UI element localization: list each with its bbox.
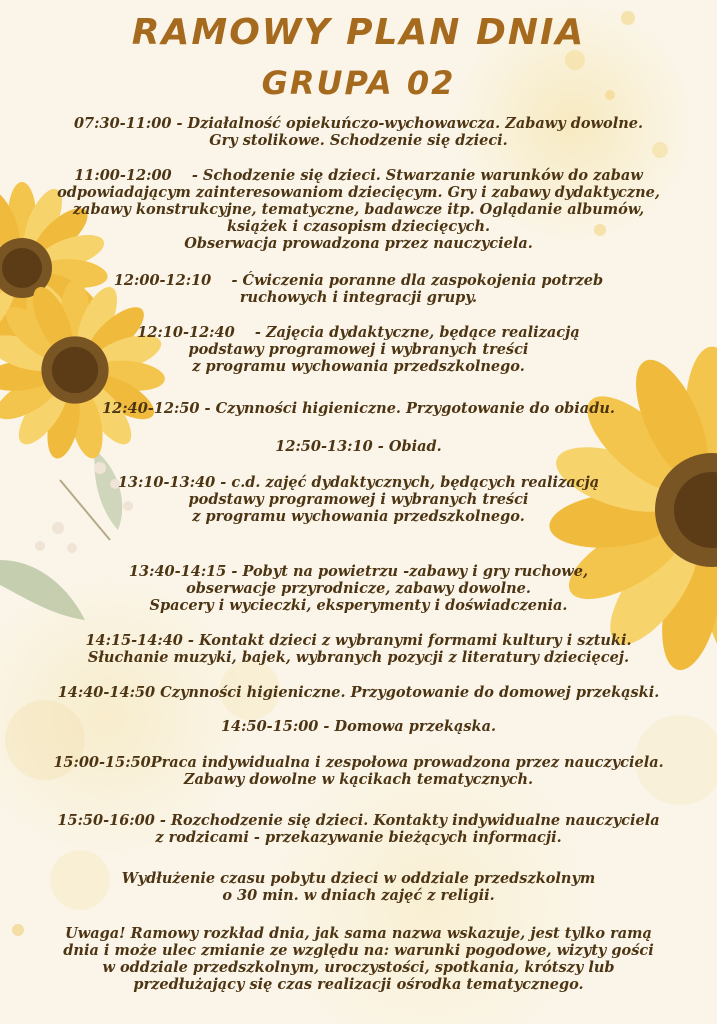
schedule-line: Uwaga! Ramowy rozkład dnia, jak sama nazwa wskazuje, jest tylko ramą: [65, 925, 652, 942]
schedule-line: 13:10-13:40 - c.d. zajęć dydaktycznych, będących realizacją: [117, 474, 600, 491]
schedule-block: [0, 474, 717, 525]
schedule-line: dnia i może ulec zmianie ze względu na: warunki pogodowe, wizyty gości: [63, 942, 654, 959]
schedule-block: [0, 812, 717, 846]
page-subtitle: GRUPA 02: [261, 64, 456, 102]
schedule-line: z programu wychowania przedszkolnego.: [192, 358, 525, 375]
schedule-line: z programu wychowania przedszkolnego.: [192, 508, 525, 525]
schedule-line: podstawy programowej i wybranych treści: [188, 341, 529, 358]
schedule-line: książek i czasopism dziecięcych.: [226, 218, 491, 235]
schedule-line: 14:50-15:00 - Domowa przekąska.: [220, 718, 497, 735]
schedule-block: [0, 632, 717, 666]
schedule-block: [0, 324, 717, 375]
schedule-line: 13:40-14:15 - Pobyt na powietrzu -zabawy i gry ruchowe,: [128, 563, 589, 580]
schedule-line: 15:50-16:00 - Rozchodzenie się dzieci. Kontakty indywidualne nauczyciela: [57, 812, 660, 829]
schedule-line: przedłużający się czas realizacji ośrodka tematycznego.: [133, 976, 584, 993]
schedule-block: [0, 272, 717, 306]
schedule-line: 12:10-12:40 - Zajęcia dydaktyczne, będące realizacją: [137, 324, 580, 341]
schedule-line: Słuchanie muzyki, bajek, wybranych pozycji z literatury dziecięcej.: [87, 649, 630, 666]
schedule-block: [0, 925, 717, 993]
schedule-line: 14:40-14:50 Czynności higieniczne. Przygotowanie do domowej przekąski.: [57, 684, 660, 701]
schedule-line: 11:00-12:00 - Schodzenie się dzieci. Stwarzanie warunków do zabaw: [74, 167, 643, 184]
schedule-line: Zabawy dowolne w kącikach tematycznych.: [183, 771, 534, 788]
schedule-line: 12:40-12:50 - Czynności higieniczne. Przygotowanie do obiadu.: [102, 400, 615, 417]
schedule-block: [0, 167, 717, 252]
schedule-line: w oddziale przedszkolnym, uroczystości, spotkania, krótszy lub: [102, 959, 615, 976]
schedule-block: [0, 115, 717, 149]
schedule-line: zabawy konstrukcyjne, tematyczne, badawcze itp. Oglądanie albumów,: [72, 201, 645, 218]
schedule-line: Wydłużenie czasu pobytu dzieci w oddziale przedszkolnym: [121, 870, 596, 887]
schedule-line: Obserwacja prowadzona przez nauczyciela.: [184, 235, 533, 252]
schedule-line: 12:00-12:10 - Ćwiczenia poranne dla zaspokojenia potrzeb: [113, 272, 604, 289]
schedule-block: [0, 870, 717, 904]
schedule-line: o 30 min. w dniach zajęć z religii.: [222, 887, 495, 904]
schedule-line: obserwacje przyrodnicze, zabawy dowolne.: [186, 580, 531, 597]
schedule-block: [0, 684, 717, 701]
schedule-line: podstawy programowej i wybranych treści: [188, 491, 529, 508]
schedule-block: [0, 438, 717, 455]
schedule-line: 15:00-15:50Praca indywidualna i zespołowa prowadzona przez nauczyciela.: [53, 754, 664, 771]
schedule-line: 12:50-13:10 - Obiad.: [275, 438, 442, 455]
page-title: RAMOWY PLAN DNIA: [131, 12, 586, 53]
schedule-block: [0, 718, 717, 735]
schedule-line: Gry stolikowe. Schodzenie się dzieci.: [209, 132, 508, 149]
schedule-block: [0, 400, 717, 417]
schedule-line: z rodzicami - przekazywanie bieżących informacji.: [155, 829, 562, 846]
schedule-line: ruchowych i integracji grupy.: [239, 289, 478, 306]
schedule-line: odpowiadającym zainteresowaniom dziecięcym. Gry i zabawy dydaktyczne,: [57, 184, 660, 201]
schedule-line: Spacery i wycieczki, eksperymenty i doświadczenia.: [149, 597, 568, 614]
schedule-line: 07:30-11:00 - Działalność opiekuńczo-wychowawcza. Zabawy dowolne.: [73, 115, 644, 132]
schedule-block: [0, 754, 717, 788]
schedule-line: 14:15-14:40 - Kontakt dzieci z wybranymi formami kultury i sztuki.: [85, 632, 632, 649]
schedule-block: [0, 563, 717, 614]
